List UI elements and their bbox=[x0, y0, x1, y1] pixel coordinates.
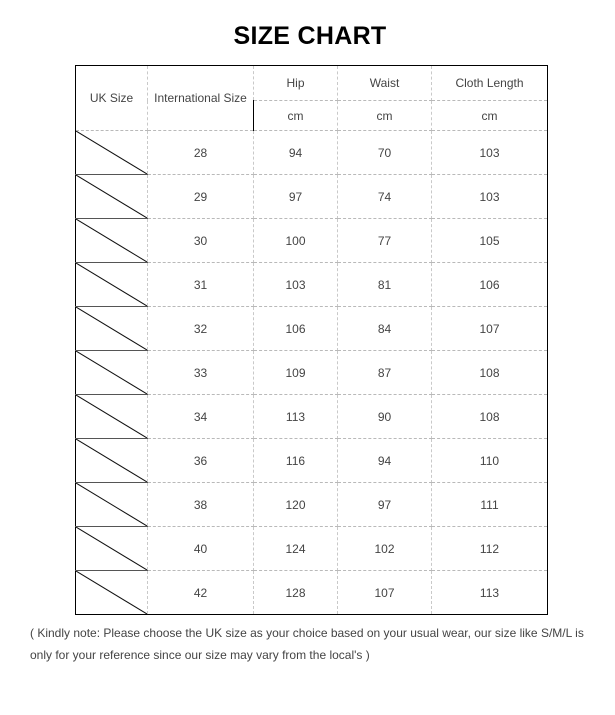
cell-waist: 102 bbox=[338, 527, 432, 571]
cell-waist: 77 bbox=[338, 219, 432, 263]
table-row bbox=[76, 483, 548, 527]
cell-cloth-length: 113 bbox=[432, 571, 548, 615]
header-cloth-length: Cloth Length bbox=[432, 66, 548, 101]
cell-uk-size bbox=[76, 307, 148, 351]
cell-waist: 84 bbox=[338, 307, 432, 351]
cell-international-size: 33 bbox=[148, 351, 254, 395]
cell-waist: 97 bbox=[338, 483, 432, 527]
header-waist: Waist bbox=[338, 66, 432, 101]
cell-waist: 90 bbox=[338, 395, 432, 439]
diagonal-slash-icon bbox=[76, 219, 147, 262]
cell-uk-size bbox=[76, 219, 148, 263]
cell-international-size: 38 bbox=[148, 483, 254, 527]
cell-cloth-length: 111 bbox=[432, 483, 548, 527]
kindly-note: ( Kindly note: Please choose the UK size as your choice based on your usual wear, our size like S/M/L is only for your reference since our size may vary from the local's ) bbox=[30, 626, 584, 662]
unit-cloth-length: cm bbox=[432, 101, 548, 131]
diagonal-slash-line bbox=[76, 571, 147, 614]
cell-waist: 107 bbox=[338, 571, 432, 615]
cell-waist: 70 bbox=[338, 131, 432, 175]
cell-international-size: 40 bbox=[148, 527, 254, 571]
diagonal-slash-line bbox=[76, 439, 147, 482]
diagonal-slash-icon bbox=[76, 571, 147, 614]
header-row bbox=[76, 66, 548, 101]
cell-hip: 94 bbox=[254, 131, 338, 175]
cell-uk-size bbox=[76, 175, 148, 219]
cell-international-size: 30 bbox=[148, 219, 254, 263]
cell-hip: 100 bbox=[254, 219, 338, 263]
cell-international-size: 34 bbox=[148, 395, 254, 439]
diagonal-slash-line bbox=[76, 527, 147, 570]
cell-uk-size bbox=[76, 395, 148, 439]
table-row bbox=[76, 571, 548, 615]
diagonal-slash-icon bbox=[76, 175, 147, 218]
cell-waist: 87 bbox=[338, 351, 432, 395]
diagonal-slash-line bbox=[76, 351, 147, 394]
header-uk-size: UK Size bbox=[76, 66, 148, 131]
cell-cloth-length: 103 bbox=[432, 131, 548, 175]
cell-uk-size bbox=[76, 527, 148, 571]
table-row bbox=[76, 395, 548, 439]
cell-uk-size bbox=[76, 131, 148, 175]
cell-cloth-length: 103 bbox=[432, 175, 548, 219]
cell-cloth-length: 105 bbox=[432, 219, 548, 263]
cell-waist: 74 bbox=[338, 175, 432, 219]
cell-cloth-length: 108 bbox=[432, 351, 548, 395]
cell-hip: 124 bbox=[254, 527, 338, 571]
cell-uk-size bbox=[76, 351, 148, 395]
cell-cloth-length: 110 bbox=[432, 439, 548, 483]
header-hip: Hip bbox=[254, 66, 338, 101]
cell-hip: 113 bbox=[254, 395, 338, 439]
cell-cloth-length: 108 bbox=[432, 395, 548, 439]
cell-uk-size bbox=[76, 439, 148, 483]
cell-hip: 120 bbox=[254, 483, 338, 527]
unit-waist: cm bbox=[338, 101, 432, 131]
cell-uk-size bbox=[76, 263, 148, 307]
cell-international-size: 29 bbox=[148, 175, 254, 219]
cell-uk-size bbox=[76, 483, 148, 527]
diagonal-slash-icon bbox=[76, 527, 147, 570]
table-row bbox=[76, 439, 548, 483]
diagonal-slash-line bbox=[76, 483, 147, 526]
diagonal-slash-icon bbox=[76, 131, 147, 174]
cell-hip: 128 bbox=[254, 571, 338, 615]
diagonal-slash-icon bbox=[76, 439, 147, 482]
cell-hip: 116 bbox=[254, 439, 338, 483]
cell-international-size: 31 bbox=[148, 263, 254, 307]
table-row bbox=[76, 219, 548, 263]
cell-international-size: 42 bbox=[148, 571, 254, 615]
table-row bbox=[76, 351, 548, 395]
diagonal-slash-line bbox=[76, 175, 147, 218]
page-title: SIZE CHART bbox=[233, 22, 387, 50]
cell-cloth-length: 112 bbox=[432, 527, 548, 571]
size-chart-table bbox=[75, 65, 548, 615]
diagonal-slash-icon bbox=[76, 263, 147, 306]
diagonal-slash-line bbox=[76, 395, 147, 438]
diagonal-slash-icon bbox=[76, 307, 147, 350]
cell-international-size: 28 bbox=[148, 131, 254, 175]
cell-hip: 106 bbox=[254, 307, 338, 351]
table-row bbox=[76, 307, 548, 351]
size-chart-body bbox=[76, 66, 548, 615]
diagonal-slash-line bbox=[76, 307, 147, 350]
cell-international-size: 36 bbox=[148, 439, 254, 483]
cell-waist: 94 bbox=[338, 439, 432, 483]
table-row bbox=[76, 175, 548, 219]
cell-cloth-length: 106 bbox=[432, 263, 548, 307]
table-row bbox=[76, 527, 548, 571]
cell-hip: 109 bbox=[254, 351, 338, 395]
table-row bbox=[76, 263, 548, 307]
cell-cloth-length: 107 bbox=[432, 307, 548, 351]
cell-hip: 103 bbox=[254, 263, 338, 307]
diagonal-slash-icon bbox=[76, 483, 147, 526]
header-international-size: International Size bbox=[148, 66, 254, 131]
cell-international-size: 32 bbox=[148, 307, 254, 351]
diagonal-slash-icon bbox=[76, 395, 147, 438]
diagonal-slash-line bbox=[76, 131, 147, 174]
diagonal-slash-line bbox=[76, 219, 147, 262]
cell-hip: 97 bbox=[254, 175, 338, 219]
table-row bbox=[76, 131, 548, 175]
diagonal-slash-line bbox=[76, 263, 147, 306]
unit-hip: cm bbox=[254, 101, 338, 131]
cell-uk-size bbox=[76, 571, 148, 615]
diagonal-slash-icon bbox=[76, 351, 147, 394]
cell-waist: 81 bbox=[338, 263, 432, 307]
